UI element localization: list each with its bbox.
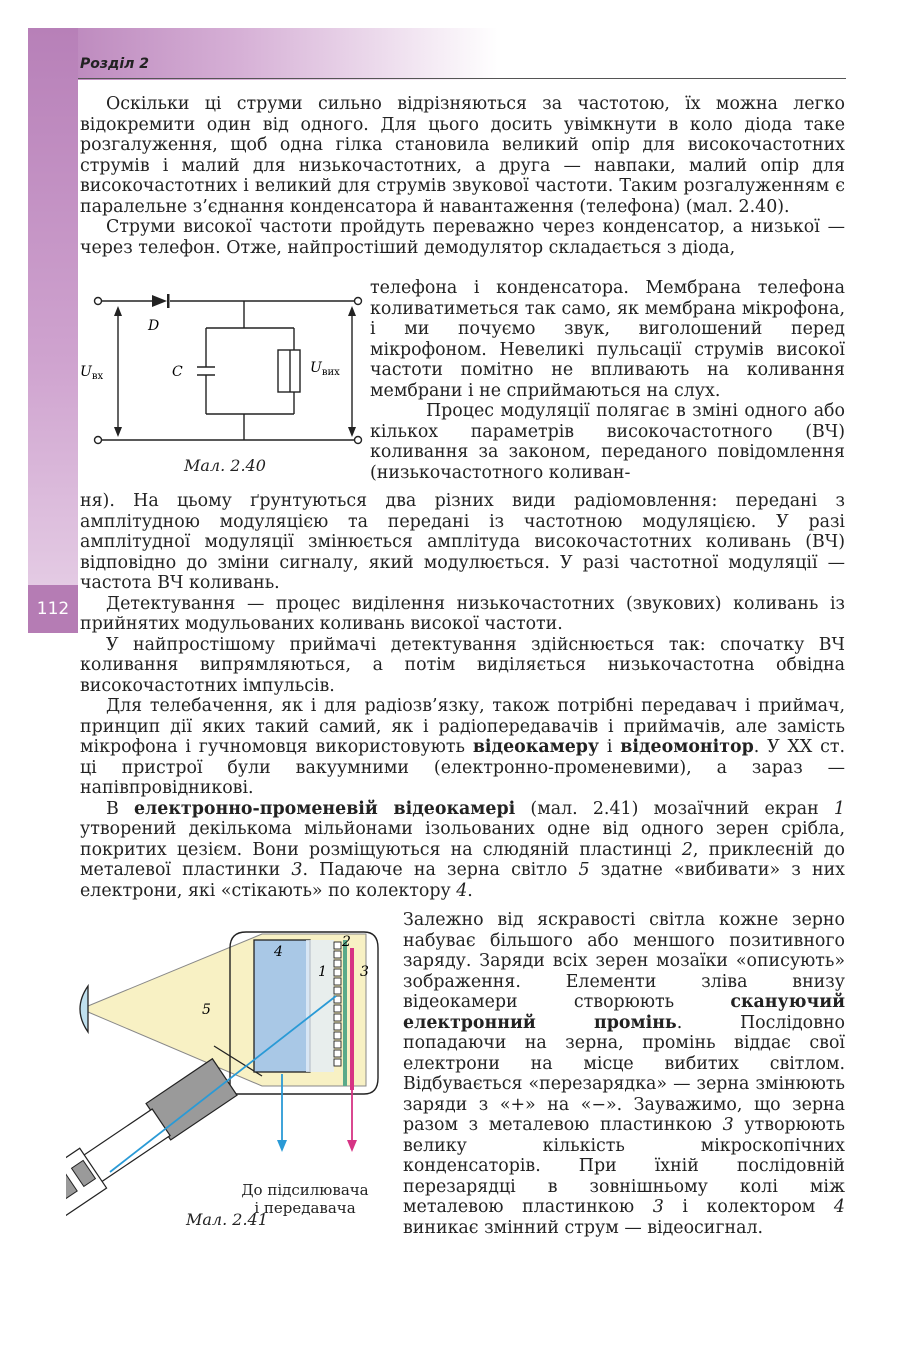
label-plate-3: 3 [360,964,369,980]
text-wrap-fig241 [403,910,845,1238]
paragraph: Оскільки ці струми сильно відрізняються за частотою, їх можна легко відокремити один від одного. Для цього досить увімкнути в коло діода таке розгалуження, щоб одна гілка становила великий опір для високочастотних струмів і малий для низькочастотних, а друга — навпаки, малий опір для високочастотних і великий для струмів звукової частоти. Таким розгалуженням є паралельне з’єднання конденсатора й навантаження (телефона) (мал. 2.40). [80,94,845,217]
paragraph: Процес модуляції полягає в зміні одного або кількох параметрів високочастотного (ВЧ) коливання за законом, переданого повідомлення (низькочастотного коливан- [370,401,845,483]
paragraph: Струми високої частоти пройдуть переважно через конденсатор, а низької — через телефон. Отже, найпростіший демодулятор складається з діода, [80,217,845,258]
output-label: До підсилювача і передавача [241,1181,369,1217]
label-light-5: 5 [202,1002,211,1018]
term-crt-camera: електронно-променевій відеокамері [133,798,516,819]
section-title: Розділ 2 [80,56,149,72]
term-scanning-beam: скануючий електронний промінь [403,992,845,1033]
paragraph: Для телебачення, як і для радіозв’язку, також потрібні передавач і приймач, принцип дії яких такий самий, як і радіопередавачів і приймачів, але замість мікрофона і гучномовця використовують відеокамеру і відеомонітор. У ХХ ст. ці пристрої були вакуумними (електронно-променевими), а зараз — напівпровідникові. [80,696,845,798]
label-mosaic-1: 1 [318,964,327,980]
term-videomonitor: відеомонітор [620,737,754,757]
header-decor-band [28,28,498,80]
paragraph: телефона і конденсатора. Мембрана телефона коливатиметься так само, як мембрана мікрофона, і ми почуємо звук, виголошений перед мікрофоном. Невеликі пульсації струмів високої частоти помітно не впливають на коливання мембрани і не сприймаються на слух. [370,278,845,401]
term-videocamera: відеокамеру [472,737,600,757]
paragraph: Залежно від яскравості світла кожне зерно набуває більшого або меншого позитивного заряду. Заряди всіх зерен мозаїки «описують» зображення. Елементи зліва внизу відеокамери створюють скануючий електронний промінь. Послідовно попадаючи на зерна, промінь віддає свої електрони на місце вибитих світлом. Відбувається «перезарядка» — зерна змінюють заряди з «+» на «−». Зауважимо, що зерна разом з металевою пластинкою 3 утворюють велику кількість мікроскопічних конденсаторів. При їхній послідовній перезарядці в зовнішньому колі між металевою пластинкою 3 і колектором 4 виникає змінний струм — відеосигнал. [403,910,846,1238]
input-voltage-label: $U_{вх}$ [80,364,104,382]
paragraph: ня). На цьому ґрунтуються два різних види радіомовлення: передані з амплітудною модуляцією та передані із частотною модуляцією. У разі амплітудної модуляції змінюється амплітуда високочастотних коливань (ВЧ) відповідно до зміни сигналу, який модулюється. У разі частотної модуляції — частота ВЧ коливань. [80,491,845,593]
figure-2-40-caption: Мал. 2.40 [184,456,266,475]
text-block-top [80,94,845,258]
paragraph: Детектування — процес виділення низькочастотних (звукових) коливань із прийнятих модульованих коливань високої частоти. [80,593,845,634]
diode-label: D [148,318,160,334]
text-block-middle [80,491,845,901]
figure-2-41-camera-tube [66,926,386,1216]
side-decor-band [28,28,78,633]
output-voltage-label: $U_{вих}$ [310,360,340,378]
capacitor-label: C [172,364,183,380]
page-number: 112 [28,585,78,633]
label-collector-4: 4 [274,944,283,960]
paragraph: У найпростішому приймачі детектування здійснюється так: спочатку ВЧ коливання випрямляються, а потім виділяється низькочастотна обвідна високочастотних імпульсів. [80,634,845,696]
label-plate-2: 2 [342,934,351,950]
paragraph: В електронно-променевій відеокамері (мал. 2.41) мозаїчний екран 1 утворений декількома мільйонами ізольованих одне від одного зерен срібла, покритих цезієм. Вони розміщуються на слюдяній пластинці 2, приклеєній до металевої пластинки 3. Падаюче на зерна світло 5 здатне «вибивати» з них електрони, які «стікають» по колектору 4. [80,798,845,901]
header-divider [78,78,846,79]
figure-2-41-caption: Мал. 2.41 [186,1210,268,1229]
figure-2-40-circuit [76,284,376,459]
text-wrap-fig240 [370,278,845,483]
